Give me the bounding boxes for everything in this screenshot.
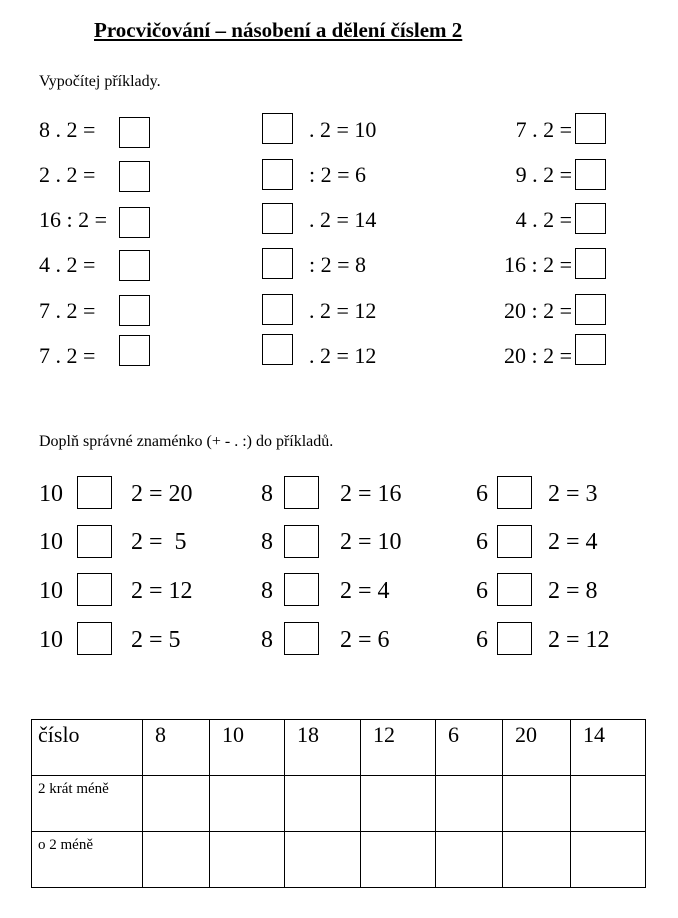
answer-box[interactable] — [262, 159, 293, 190]
answer-box[interactable] — [119, 161, 150, 192]
first-number: 8 — [261, 627, 273, 653]
sign-box[interactable] — [284, 622, 319, 655]
table-header-label: číslo — [32, 720, 143, 776]
equation-text: . 2 = 12 — [309, 298, 377, 323]
table-answer-cell[interactable] — [361, 776, 436, 832]
equation-text: 20 : 2 = — [503, 298, 572, 323]
equation-text: : 2 = 8 — [309, 252, 367, 277]
sign-box[interactable] — [284, 573, 319, 606]
sign-box[interactable] — [77, 476, 112, 509]
first-number: 6 — [476, 481, 488, 507]
table-answer-cell[interactable] — [143, 776, 210, 832]
equation-text: 7 . 2 = — [39, 343, 96, 368]
first-number: 6 — [476, 578, 488, 604]
first-number: 10 — [39, 481, 63, 507]
equation-text: 7 . 2 = — [515, 117, 572, 142]
table-answer-cell[interactable] — [436, 776, 503, 832]
table-answer-cell[interactable] — [571, 776, 646, 832]
equation-rest: 2 = 10 — [340, 529, 402, 555]
equation-text: : 2 = 6 — [309, 162, 367, 187]
equation-rest: 2 = 5 — [131, 529, 187, 555]
equation-rest: 2 = 4 — [548, 529, 598, 555]
first-number: 8 — [261, 578, 273, 604]
answer-box[interactable] — [119, 207, 150, 238]
answer-box[interactable] — [262, 113, 293, 144]
equation-rest: 2 = 20 — [131, 481, 193, 507]
answer-box[interactable] — [575, 294, 606, 325]
first-number: 10 — [39, 529, 63, 555]
equation-rest: 2 = 16 — [340, 481, 402, 507]
answer-box[interactable] — [119, 250, 150, 281]
answer-box[interactable] — [262, 203, 293, 234]
equation-rest: 2 = 3 — [548, 481, 598, 507]
answer-box[interactable] — [262, 334, 293, 365]
table-row — [32, 832, 646, 888]
table-answer-cell[interactable] — [210, 776, 285, 832]
table-header-row — [32, 720, 646, 776]
equation-text: 16 : 2 = — [39, 207, 108, 232]
equation-text: 4 . 2 = — [39, 252, 96, 277]
table-number-cell: 8 — [143, 720, 210, 776]
table-row — [32, 776, 646, 832]
sign-box[interactable] — [284, 476, 319, 509]
equation-text: 2 . 2 = — [39, 162, 96, 187]
table-answer-cell[interactable] — [503, 776, 571, 832]
first-number: 6 — [476, 627, 488, 653]
table-number-cell: 14 — [571, 720, 646, 776]
table-answer-cell[interactable] — [503, 832, 571, 888]
answer-box[interactable] — [575, 248, 606, 279]
sign-box[interactable] — [77, 622, 112, 655]
equation-text: . 2 = 10 — [309, 117, 377, 142]
equation-text: . 2 = 14 — [309, 207, 377, 232]
answer-box[interactable] — [119, 295, 150, 326]
equation-text: 9 . 2 = — [515, 162, 572, 187]
answer-box[interactable] — [575, 113, 606, 144]
equation-text: . 2 = 12 — [309, 343, 377, 368]
answer-box[interactable] — [119, 335, 150, 366]
sign-box[interactable] — [497, 622, 532, 655]
first-number: 10 — [39, 627, 63, 653]
equation-rest: 2 = 12 — [548, 627, 610, 653]
equation-rest: 2 = 12 — [131, 578, 193, 604]
equation-text: 4 . 2 = — [515, 207, 572, 232]
table-number-cell: 12 — [361, 720, 436, 776]
answer-box[interactable] — [262, 294, 293, 325]
table-number-cell: 18 — [285, 720, 361, 776]
answer-box[interactable] — [575, 159, 606, 190]
answer-box[interactable] — [119, 117, 150, 148]
equation-rest: 2 = 8 — [548, 578, 598, 604]
table-number-cell: 10 — [210, 720, 285, 776]
table-answer-cell[interactable] — [285, 776, 361, 832]
section1-instruction: Vypočítej příklady. — [39, 73, 161, 90]
answer-box[interactable] — [575, 334, 606, 365]
page-title: Procvičování – násobení a dělení číslem 2 — [94, 18, 463, 42]
table-answer-cell[interactable] — [210, 832, 285, 888]
answer-box[interactable] — [575, 203, 606, 234]
table-row-label: 2 krát méně — [32, 776, 143, 832]
answer-box[interactable] — [262, 248, 293, 279]
table-row-label: o 2 méně — [32, 832, 143, 888]
equation-text: 20 : 2 = — [503, 343, 572, 368]
first-number: 10 — [39, 578, 63, 604]
table-answer-cell[interactable] — [436, 832, 503, 888]
first-number: 6 — [476, 529, 488, 555]
table-answer-cell[interactable] — [571, 832, 646, 888]
equation-text: 7 . 2 = — [39, 298, 96, 323]
table-answer-cell[interactable] — [285, 832, 361, 888]
table-answer-cell[interactable] — [143, 832, 210, 888]
table-number-cell: 6 — [436, 720, 503, 776]
sign-box[interactable] — [284, 525, 319, 558]
first-number: 8 — [261, 529, 273, 555]
sign-box[interactable] — [77, 525, 112, 558]
equation-rest: 2 = 6 — [340, 627, 390, 653]
first-number: 8 — [261, 481, 273, 507]
equation-rest: 2 = 5 — [131, 627, 181, 653]
sign-box[interactable] — [497, 573, 532, 606]
equation-rest: 2 = 4 — [340, 578, 390, 604]
equation-text: 16 : 2 = — [503, 252, 572, 277]
sign-box[interactable] — [77, 573, 112, 606]
table-answer-cell[interactable] — [361, 832, 436, 888]
number-table — [31, 719, 646, 888]
sign-box[interactable] — [497, 476, 532, 509]
section2-instruction: Doplň správné znaménko (+ - . :) do příkladů. — [39, 433, 334, 450]
table-number-cell: 20 — [503, 720, 571, 776]
equation-text: 8 . 2 = — [39, 117, 96, 142]
sign-box[interactable] — [497, 525, 532, 558]
